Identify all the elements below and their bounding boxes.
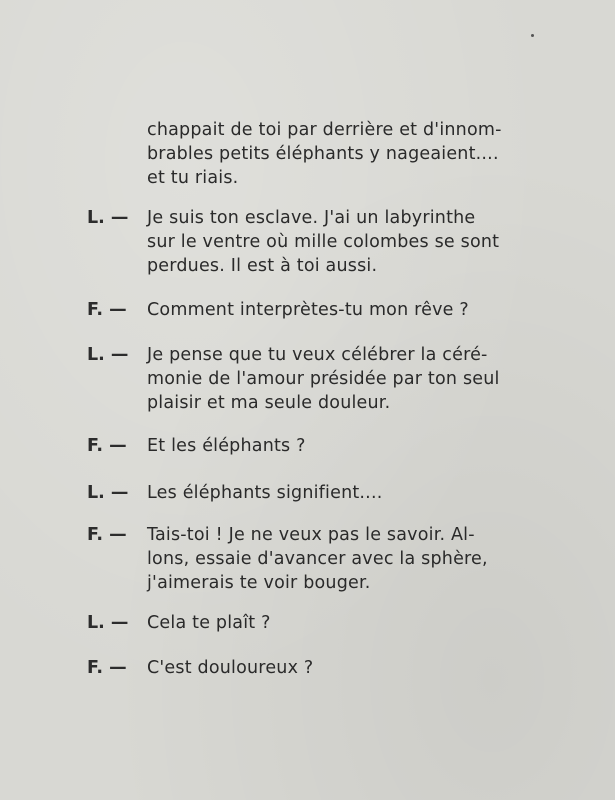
speaker-label: F. — — [87, 436, 127, 456]
text-line: Je pense que tu veux célébrer la céré- — [147, 345, 488, 365]
text-line: et tu riais. — [147, 168, 239, 188]
speaker-label: F. — — [87, 658, 127, 678]
speaker-label: L. — — [87, 613, 129, 633]
text-line: chappait de toi par derrière et d'innom- — [147, 120, 502, 140]
text-line: Comment interprètes-tu mon rêve ? — [147, 300, 469, 320]
text-line: Je suis ton esclave. J'ai un labyrinthe — [147, 208, 476, 228]
text-line: brables petits éléphants y nageaient.... — [147, 144, 499, 164]
text-line: j'aimerais te voir bouger. — [147, 573, 371, 593]
text-line: monie de l'amour présidée par ton seul — [147, 369, 500, 389]
speaker-label: L. — — [87, 208, 129, 228]
text-line: Les éléphants signifient.... — [147, 483, 383, 503]
text-line: perdues. Il est à toi aussi. — [147, 256, 378, 276]
speaker-label: L. — — [87, 483, 129, 503]
text-line: Cela te plaît ? — [147, 613, 271, 633]
speaker-label: L. — — [87, 345, 129, 365]
text-line: C'est douloureux ? — [147, 658, 314, 678]
text-line: plaisir et ma seule douleur. — [147, 393, 391, 413]
show-through — [85, 588, 91, 608]
text-line: sur le ventre où mille colombes se sont — [147, 232, 500, 252]
text-line: Et les éléphants ? — [147, 436, 306, 456]
text-line: lons, essaie d'avancer avec la sphère, — [147, 549, 488, 569]
text-line: Tais-toi ! Je ne veux pas le savoir. Al- — [147, 525, 475, 545]
paper-speck — [531, 34, 534, 37]
speaker-label: F. — — [87, 300, 127, 320]
speaker-label: F. — — [87, 525, 127, 545]
